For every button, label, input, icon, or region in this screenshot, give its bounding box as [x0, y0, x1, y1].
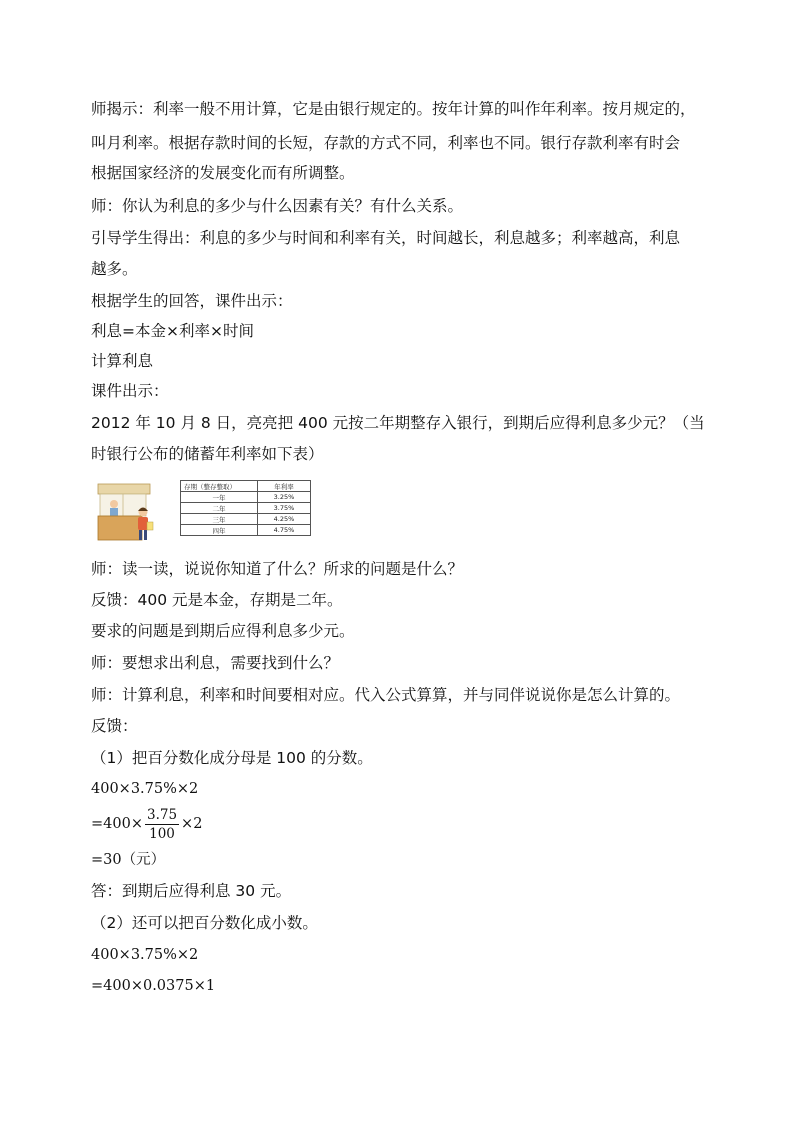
text-line: 越多。	[91, 260, 138, 278]
table-cell: 三年	[181, 514, 258, 525]
bank-counter-illustration	[97, 482, 159, 542]
text-line: 根据学生的回答，课件出示：	[91, 292, 293, 310]
table-cell: 3.25%	[258, 492, 311, 503]
formula-prefix: =400×	[91, 816, 143, 832]
table-cell: 二年	[181, 503, 258, 514]
interest-rate-table	[180, 480, 311, 536]
text-line: 课件出示：	[91, 382, 169, 400]
text-line: （1）把百分数化成分母是 100 的分数。	[91, 749, 373, 767]
fraction	[145, 807, 179, 842]
text-line: （2）还可以把百分数化成小数。	[91, 914, 318, 932]
text-line: 师揭示：利率一般不用计算，它是由银行规定的。按年计算的叫作年利率。按月规定的，	[91, 100, 696, 118]
formula-line: 400×3.75%×2	[91, 947, 199, 963]
text-line: 2012 年 10 月 8 日，亮亮把 400 元按二年期整存入银行，到期后应得利息多少元？（当	[91, 414, 705, 432]
formula-line: 利息=本金×利率×时间	[91, 322, 254, 340]
text-line: 反馈：400 元是本金，存期是二年。	[91, 591, 343, 609]
table-row	[181, 492, 311, 503]
table-row	[181, 514, 311, 525]
text-line: 师：要想求出利息，需要找到什么？	[91, 654, 340, 672]
formula-line-fraction	[91, 803, 202, 845]
table-row	[181, 503, 311, 514]
formula-suffix: ×2	[181, 816, 203, 832]
table-header-cell: 存期（整存整取）	[181, 481, 258, 492]
answer-line: 答：到期后应得利息 30 元。	[91, 882, 292, 900]
text-line: 师：计算利息，利率和时间要相对应。代入公式算算，并与同伴说说你是怎么计算的。	[91, 686, 681, 704]
table-cell: 4.25%	[258, 514, 311, 525]
fraction-numerator: 3.75	[146, 806, 178, 823]
text-line: 反馈：	[91, 717, 138, 735]
table-cell: 4.75%	[258, 525, 311, 536]
formula-line: =400×0.0375×1	[91, 978, 216, 994]
text-line: 叫月利率。根据存款时间的长短，存款的方式不同，利率也不同。银行存款利率有时会	[91, 134, 681, 152]
table-header-row	[181, 481, 311, 492]
table-cell: 3.75%	[258, 503, 311, 514]
table-row	[181, 525, 311, 536]
text-line: 师：读一读，说说你知道了什么？所求的问题是什么？	[91, 560, 464, 578]
text-line: 师：你认为利息的多少与什么因素有关？有什么关系。	[91, 197, 464, 215]
table-header-cell: 年利率	[258, 481, 311, 492]
formula-line: 400×3.75%×2	[91, 781, 199, 797]
text-line: 引导学生得出：利息的多少与时间和利率有关，时间越长，利息越多；利率越高，利息	[91, 229, 681, 247]
table-cell: 四年	[181, 525, 258, 536]
text-line: 要求的问题是到期后应得利息多少元。	[91, 622, 355, 640]
table-cell: 一年	[181, 492, 258, 503]
text-line: 根据国家经济的发展变化而有所调整。	[91, 164, 355, 182]
formula-line: =30（元）	[91, 852, 166, 868]
fraction-denominator: 100	[149, 825, 175, 842]
section-heading: 计算利息	[91, 352, 154, 370]
bank-rate-figure	[97, 476, 312, 544]
fraction-bar	[145, 824, 179, 825]
text-line: 时银行公布的储蓄年利率如下表）	[91, 445, 324, 463]
